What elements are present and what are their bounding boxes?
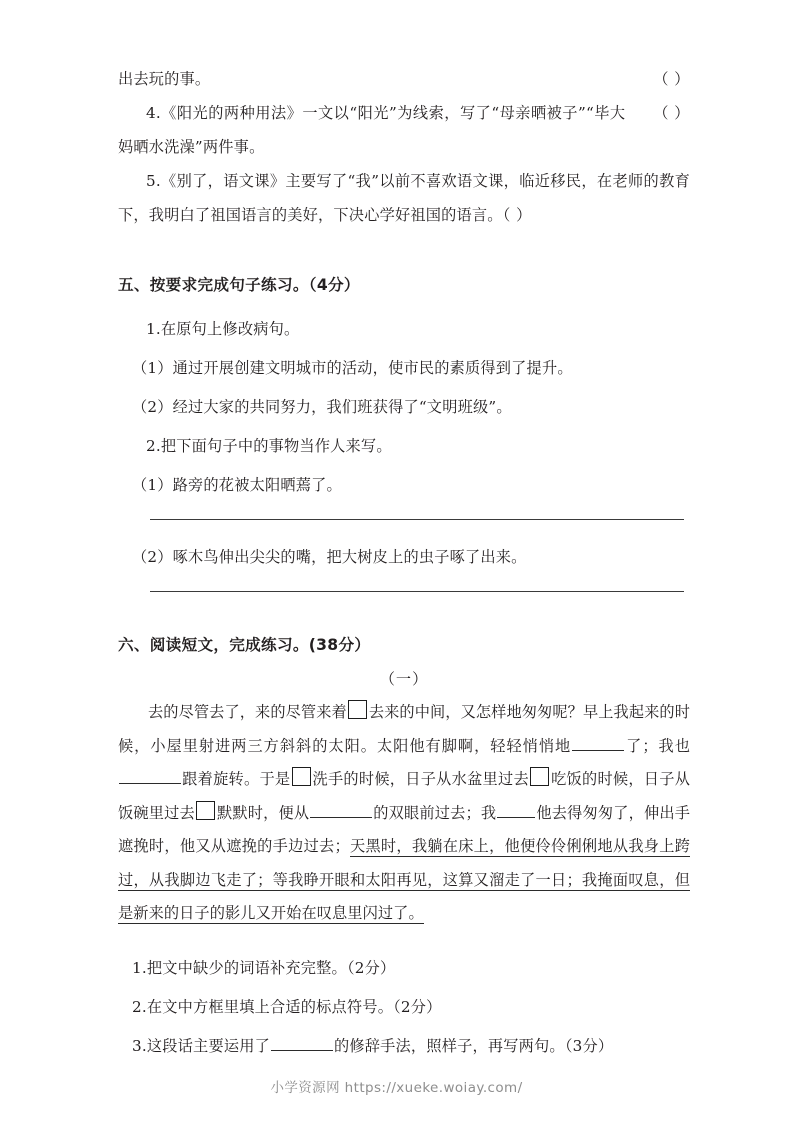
reading-passage [118, 696, 690, 931]
section-six-question-3-part-b: 的修辞手法，照样子，再写两句。（3分） [334, 1036, 614, 1055]
footer-watermark [0, 1076, 793, 1096]
passage-subtitle: （一） [379, 670, 429, 688]
section-five-q2-item-2: （2）啄木鸟伸出尖尖的嘴，把大树皮上的虫子啄了出来。 [132, 548, 527, 566]
section-six-question-3 [118, 1029, 690, 1063]
passage-text-h: 的双眼前过去；我 [373, 803, 497, 822]
section-five-heading: 五、按要求完成句子练习。（4分） [118, 276, 360, 294]
punctuation-box-4[interactable] [196, 801, 215, 820]
judgement-item-5 [118, 164, 690, 232]
section-six [118, 628, 690, 1063]
passage-text-b: 去来的中间，又怎样地匆匆呢？早上我起来的时候，小屋里射进两三方斜斜的太阳。太阳他有脚啊，轻轻悄悄地 [118, 703, 690, 755]
section-five [118, 268, 690, 592]
section-five-q2-item-1: （1）路旁的花被太阳晒蔫了。 [132, 476, 342, 494]
punctuation-box-3[interactable] [530, 767, 549, 786]
word-blank-4[interactable] [497, 817, 535, 818]
word-blank-2[interactable] [119, 783, 181, 784]
passage-text-f: 吃饭的时候，日子从饭碗里过去 [118, 770, 691, 822]
footer-text: 小学资源网 https://xueke.woiay.com/ [270, 1080, 523, 1096]
judgement-number-4: 4. [146, 104, 161, 122]
judgement-continued-row [118, 62, 690, 96]
section-five-q1-item-1: （1）通过开展创建文明城市的活动，使市民的素质得到了提升。 [132, 359, 573, 377]
passage-text-c: 了；我也 [625, 736, 690, 755]
section-five-q1-label: 1.在原句上修改病句。 [146, 320, 300, 338]
rhetoric-blank[interactable] [271, 1050, 333, 1051]
word-blank-3[interactable] [310, 817, 372, 818]
judgement-item-4 [118, 96, 690, 164]
judgement-marker-5: （ ） [502, 206, 532, 224]
judgement-section [118, 62, 690, 232]
passage-text-a: 去的尽管去了，来的尽管来着 [148, 703, 347, 721]
passage-text-e: 洗手的时候，日子从水盆里过去 [312, 770, 529, 788]
judgement-marker: （ ） [653, 70, 690, 88]
word-blank-1[interactable] [572, 750, 624, 751]
passage-text-d: 跟着旋转。于是 [182, 770, 291, 788]
section-six-question-3-part-a: 3.这段话主要运用了 [132, 1036, 270, 1055]
judgement-text-5: 《别了，语文课》主要写了“我”以前不喜欢语文课，临近移民，在老师的教育下，我明白了祖国语言的美好，下决心学好祖国的语言。 [118, 172, 690, 224]
passage-text-g: 默默时，便从 [216, 803, 310, 822]
passage-underlined-sentence: 天黑时，我躺在床上，他便伶伶俐俐地从我身上跨过，从我脚边飞走了；等我睁开眼和太阳再见，这算又溜走了一日；我掩面叹息，但是新来的日子的影儿又开始在叹息里闪过了。 [118, 837, 691, 922]
section-six-heading: 六、阅读短文，完成练习。(38分） [118, 636, 371, 654]
punctuation-box-1[interactable] [348, 700, 367, 719]
passage-text-i: 他去得匆匆了，伸出手遮挽时，他又从遮挽的手边过去； [118, 803, 691, 855]
judgement-text-4: 《阳光的两种用法》一文以“阳光”为线索，写了“母亲晒被子”“毕大妈晒水洗澡”两件事。 [118, 104, 626, 156]
section-six-question-2: 2.在文中方框里填上合适的标点符号。（2分） [132, 997, 442, 1016]
section-six-question-1: 1.把文中缺少的词语补充完整。（2分） [132, 958, 396, 977]
judgement-continued-text: 出去玩的事。 [118, 70, 211, 88]
judgement-marker-4: （ ） [653, 104, 690, 122]
judgement-number-5: 5. [146, 172, 161, 190]
section-five-q2-label: 2.把下面句子中的事物当作人来写。 [146, 437, 392, 455]
punctuation-box-2[interactable] [292, 767, 311, 786]
section-five-q1-item-2: （2）经过大家的共同努力，我们班获得了“文明班级”。 [132, 398, 512, 416]
